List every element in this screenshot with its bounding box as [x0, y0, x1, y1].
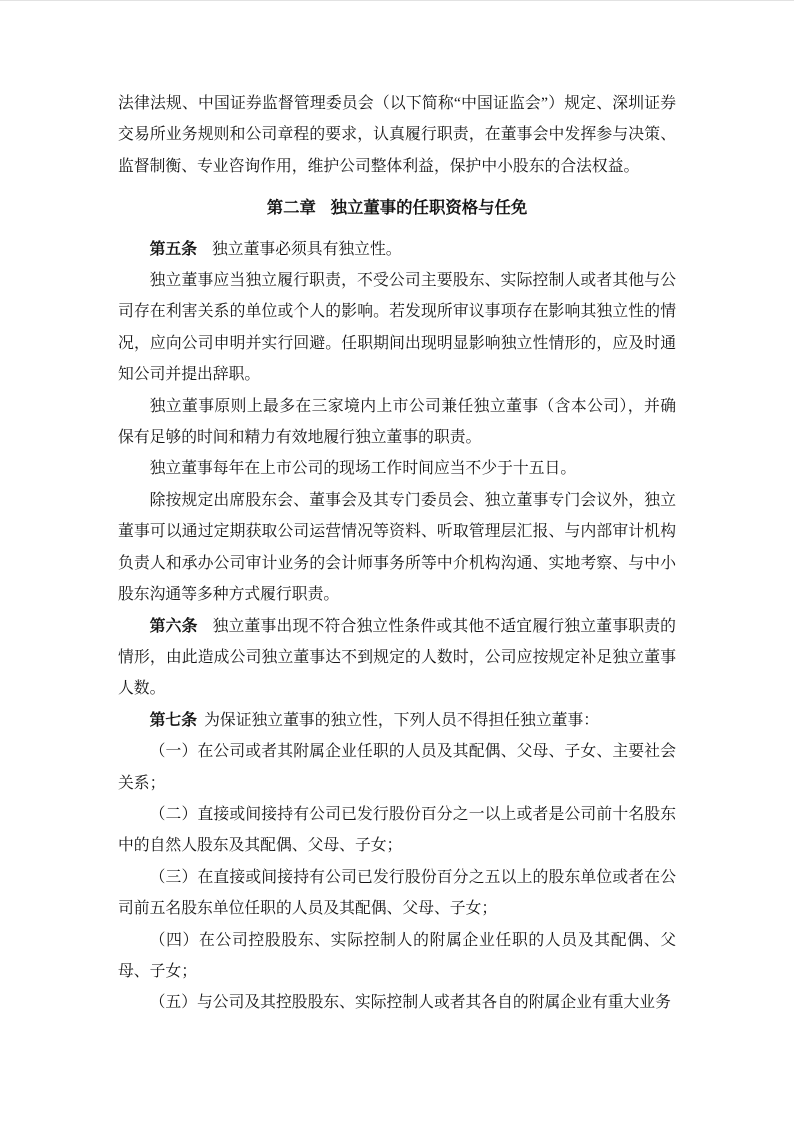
article-paragraph	[118, 611, 676, 705]
article-number: 第五条	[149, 240, 197, 258]
paragraph: （二）直接或间接持有公司已发行股份百分之一以上或者是公司前十名股东中的自然人股东及其配偶、父母、子女；	[118, 805, 676, 855]
chapter-number: 第二章	[266, 198, 316, 218]
article-number: 第六条	[149, 617, 198, 635]
paragraph: （三）在直接或间接持有公司已发行股份百分之五以上的股东单位或者在公司前五名股东单位任职的人员及其配偶、父母、子女；	[118, 868, 676, 918]
paragraph: 独立董事原则上最多在三家境内上市公司兼任独立董事（含本公司），并确保有足够的时间和精力有效地履行独立董事的职责。	[118, 397, 676, 447]
chapter-title: 独立董事的任职资格与任免	[330, 198, 528, 218]
paragraph: 除按规定出席股东会、董事会及其专门委员会、独立董事专门会议外，独立董事可以通过定期获取公司运营情况等资料、听取管理层汇报、与内部审计机构负责人和承办公司审计业务的会计师事务所等中介机构沟通、实地考察、与中小股东沟通等多种方式履行职责。	[118, 491, 676, 604]
paragraph: （一）在公司或者其附属企业任职的人员及其配偶、父母、子女、主要社会关系；	[118, 743, 676, 792]
document-body	[118, 88, 676, 1019]
paragraph: 法律法规、中国证券监督管理委员会（以下简称“中国证监会”）规定、深圳证券交易所业务规则和公司章程的要求，认真履行职责，在董事会中发挥参与决策、监督制衡、专业咨询作用，维护公司整体利益，保护中小股东的合法权益。	[118, 95, 676, 175]
paragraph-text: 为保证独立董事的独立性，下列人员不得担任独立董事：	[204, 711, 600, 729]
paragraph-text: 独立董事出现不符合独立性条件或其他不适宜履行独立董事职责的情形，由此造成公司独立董事达不到规定的人数时，公司应按规定补足独立董事人数。	[118, 617, 676, 698]
paragraph: 独立董事应当独立履行职责，不受公司主要股东、实际控制人或者其他与公司存在利害关系的单位或个人的影响。若发现所审议事项存在影响其独立性的情况，应向公司申明并实行回避。任职期间出现明显影响独立性情形的，应及时通知公司并提出辞职。	[118, 272, 676, 384]
article-paragraph	[118, 705, 676, 736]
paragraph: （四）在公司控股股东、实际控制人的附属企业任职的人员及其配偶、父母、子女；	[118, 931, 676, 980]
paragraph: 独立董事每年在上市公司的现场工作时间应当不少于十五日。	[149, 460, 577, 478]
chapter-heading	[118, 192, 676, 223]
paragraph-text: 独立董事必须具有独立性。	[212, 240, 402, 258]
paragraph: （五）与公司及其控股股东、实际控制人或者其各自的附属企业有重大业务	[149, 994, 671, 1012]
article-paragraph	[118, 234, 676, 265]
article-number: 第七条	[149, 711, 197, 729]
